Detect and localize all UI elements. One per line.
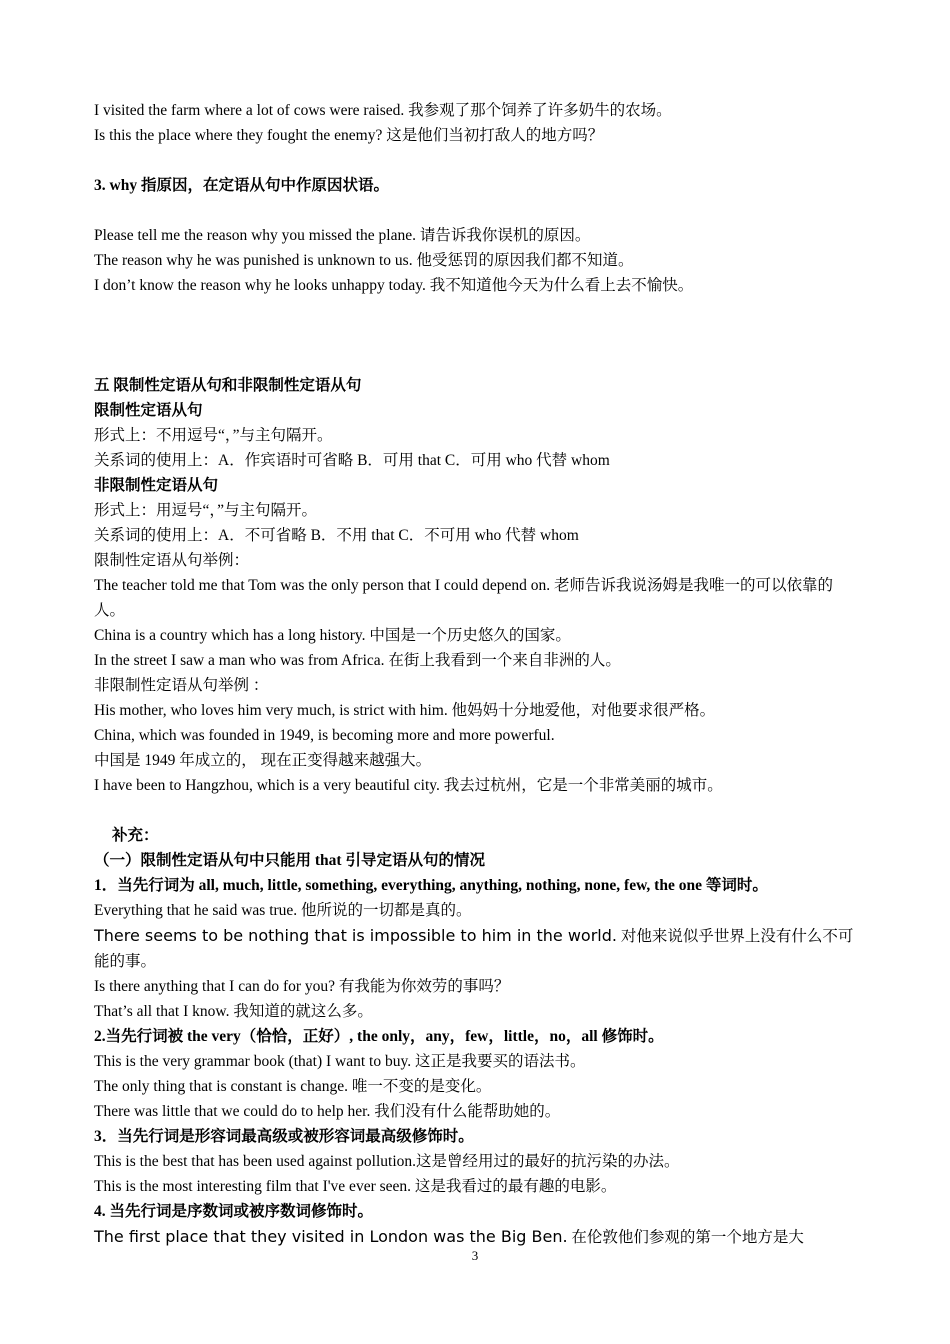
- page-number: 3: [471, 1248, 479, 1263]
- text-line: The only thing that is constant is change. 唯一不变的是变化。: [94, 1078, 492, 1095]
- text-line: [94, 1224, 864, 1249]
- subheading: （一）限制性定语从句中只能用 that 引导定语从句的情况: [94, 852, 485, 869]
- subheading: 非限制性定语从句: [94, 477, 219, 494]
- rule-item: 4. 当先行词是序数词或被序数词修饰时。: [94, 1203, 374, 1220]
- text-line: This is the best that has been used against pollution.这是曾经用过的最好的抗污染的办法。: [94, 1153, 680, 1170]
- english-sentence: The first place that they visited in London was the Big Ben.: [94, 1227, 568, 1246]
- supplement-heading: 补充：: [112, 827, 159, 844]
- text-line: 限制性定语从句举例：: [94, 552, 250, 569]
- text-line: China, which was founded in 1949, is becoming more and more powerful.: [94, 727, 555, 744]
- text-line: This is the most interesting film that I've ever seen. 这是我看过的最有趣的电影。: [94, 1178, 617, 1195]
- english-sentence: There seems to be nothing that is impossible to him in the world.: [94, 926, 617, 945]
- text-line: His mother, who loves him very much, is strict with him. 他妈妈十分地爱他，对他要求很严格。: [94, 702, 716, 719]
- rule-item: 1．当先行词为 all, much, little, something, everything, anything, nothing, none, few, the one 等词时。: [94, 877, 768, 894]
- text-line: 形式上：不用逗号“，”与主句隔开。: [94, 427, 333, 444]
- text-line: 形式上：用逗号“，”与主句隔开。: [94, 502, 318, 519]
- text-line: The teacher told me that Tom was the only person that I could depend on. 老师告诉我说汤姆是我唯一的可以依靠的人。: [94, 577, 834, 619]
- text-line: The reason why he was punished is unknown to us. 他受惩罚的原因我们都不知道。: [94, 252, 634, 269]
- text-line: Is there anything that I can do for you? 有我能为你效劳的事吗？: [94, 978, 510, 995]
- subheading: 限制性定语从句: [94, 402, 203, 419]
- text-line: I visited the farm where a lot of cows were raised. 我参观了那个饲养了许多奶牛的农场。: [94, 102, 672, 119]
- text-line: 关系词的使用上：A．作宾语时可省略 B．可用 that C．可用 who 代替 whom: [94, 452, 610, 469]
- text-line: 非限制性定语从句举例 ：: [94, 677, 269, 694]
- section-heading: 3. why 指原因，在定语从句中作原因状语。: [94, 177, 389, 194]
- rule-item: 2.当先行词被 the very（恰恰，正好）, the only，any，few，little，no，all 修饰时。: [94, 1028, 664, 1045]
- chinese-translation: 对他来说似乎世界上没有什么不可能的事。: [94, 928, 854, 970]
- text-line: 中国是 1949 年成立的， 现在正变得越来越强大。: [94, 752, 432, 769]
- rule-item: 3．当先行词是形容词最高级或被形容词最高级修饰时。: [94, 1128, 474, 1145]
- text-line: I don’t know the reason why he looks unhappy today. 我不知道他今天为什么看上去不愉快。: [94, 277, 694, 294]
- chinese-translation: 在伦敦他们参观的第一个地方是大: [567, 1229, 804, 1246]
- text-line: I have been to Hangzhou, which is a very beautiful city. 我去过杭州，它是一个非常美丽的城市。: [94, 777, 723, 794]
- section-heading: 五 限制性定语从句和非限制性定语从句: [94, 377, 362, 394]
- text-line: Please tell me the reason why you missed the plane. 请告诉我你误机的原因。: [94, 227, 591, 244]
- text-line: Everything that he said was true. 他所说的一切都是真的。: [94, 902, 472, 919]
- text-line: 关系词的使用上：A．不可省略 B．不用 that C．不可用 who 代替 whom: [94, 527, 579, 544]
- text-line: [94, 923, 864, 974]
- text-line: China is a country which has a long history. 中国是一个历史悠久的国家。: [94, 627, 571, 644]
- text-line: That’s all that I know. 我知道的就这么多。: [94, 1003, 373, 1020]
- document-page: [94, 98, 864, 1249]
- text-line: There was little that we could do to help her. 我们没有什么能帮助她的。: [94, 1103, 561, 1120]
- text-line: This is the very grammar book (that) I want to buy. 这正是我要买的语法书。: [94, 1053, 586, 1070]
- text-line: Is this the place where they fought the enemy? 这是他们当初打敌人的地方吗？: [94, 127, 604, 144]
- text-line: In the street I saw a man who was from Africa. 在街上我看到一个来自非洲的人。: [94, 652, 621, 669]
